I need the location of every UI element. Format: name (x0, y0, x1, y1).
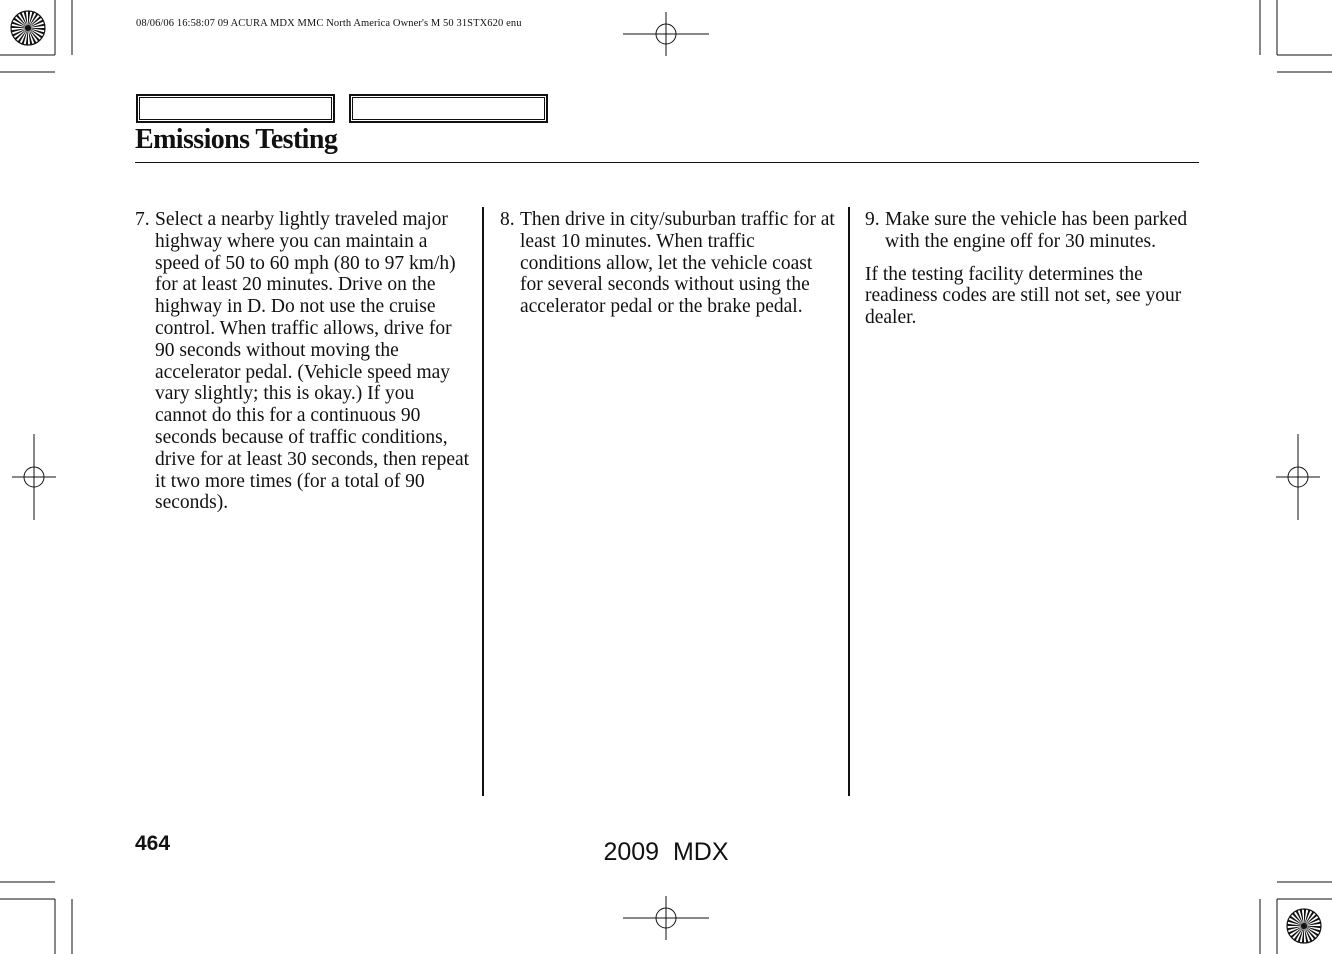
item-text: Make sure the vehicle has been parked with the engine off for 30 minutes. (885, 209, 1188, 252)
crop-mark-icon (0, 882, 72, 954)
item-number: 7. (135, 209, 150, 230)
title-rule (135, 162, 1199, 163)
item-text: Then drive in city/suburban traffic for at least 10 minutes. When traffic conditions allow, let the vehicle coast for several seconds without using the accelerator pedal or the brake pedal. (520, 209, 835, 318)
column-2 (500, 209, 837, 318)
column-1 (135, 209, 471, 514)
list-item (135, 209, 471, 514)
crosshair-icon (12, 434, 56, 520)
tab-box-icon (349, 94, 548, 123)
list-item (865, 209, 1195, 253)
tab-box-icon (136, 94, 335, 123)
column-divider (848, 207, 850, 796)
column-3 (865, 209, 1195, 329)
crop-mark-icon (1260, 0, 1332, 72)
item-text: Select a nearby lightly traveled major highway where you can maintain a speed of 50 to 60 mph (80 to 97 km/h) for at least 20 minutes. Drive on the highway in D. Do not use the cruise control. When traffic allows, drive for 90 seconds without moving the accelerator pedal. (Vehicle speed may vary slightly; this is okay.) If you cannot do this for a continuous 90 seconds because of traffic conditions, drive for at least 30 seconds, then repeat it two more times (for a total of 90 seconds). (155, 209, 470, 514)
crosshair-icon (623, 12, 709, 56)
print-slug: 08/06/06 16:58:07 09 ACURA MDX MMC North America Owner's M 50 31STX620 enu (136, 18, 522, 29)
registration-sunburst-icon (1287, 909, 1321, 943)
crosshair-icon (623, 896, 709, 940)
item-number: 9. (865, 209, 880, 230)
page-title: Emissions Testing (135, 124, 338, 155)
note-paragraph: If the testing facility determines the readiness codes are still not set, see your dealer. (865, 263, 1182, 329)
page-number: 464 (135, 832, 171, 855)
crosshair-icon (1276, 434, 1320, 520)
registration-sunburst-icon (11, 11, 45, 45)
item-number: 8. (500, 209, 515, 230)
column-divider (482, 207, 484, 796)
footer-model: 2009 MDX (603, 838, 729, 866)
list-item (500, 209, 837, 318)
